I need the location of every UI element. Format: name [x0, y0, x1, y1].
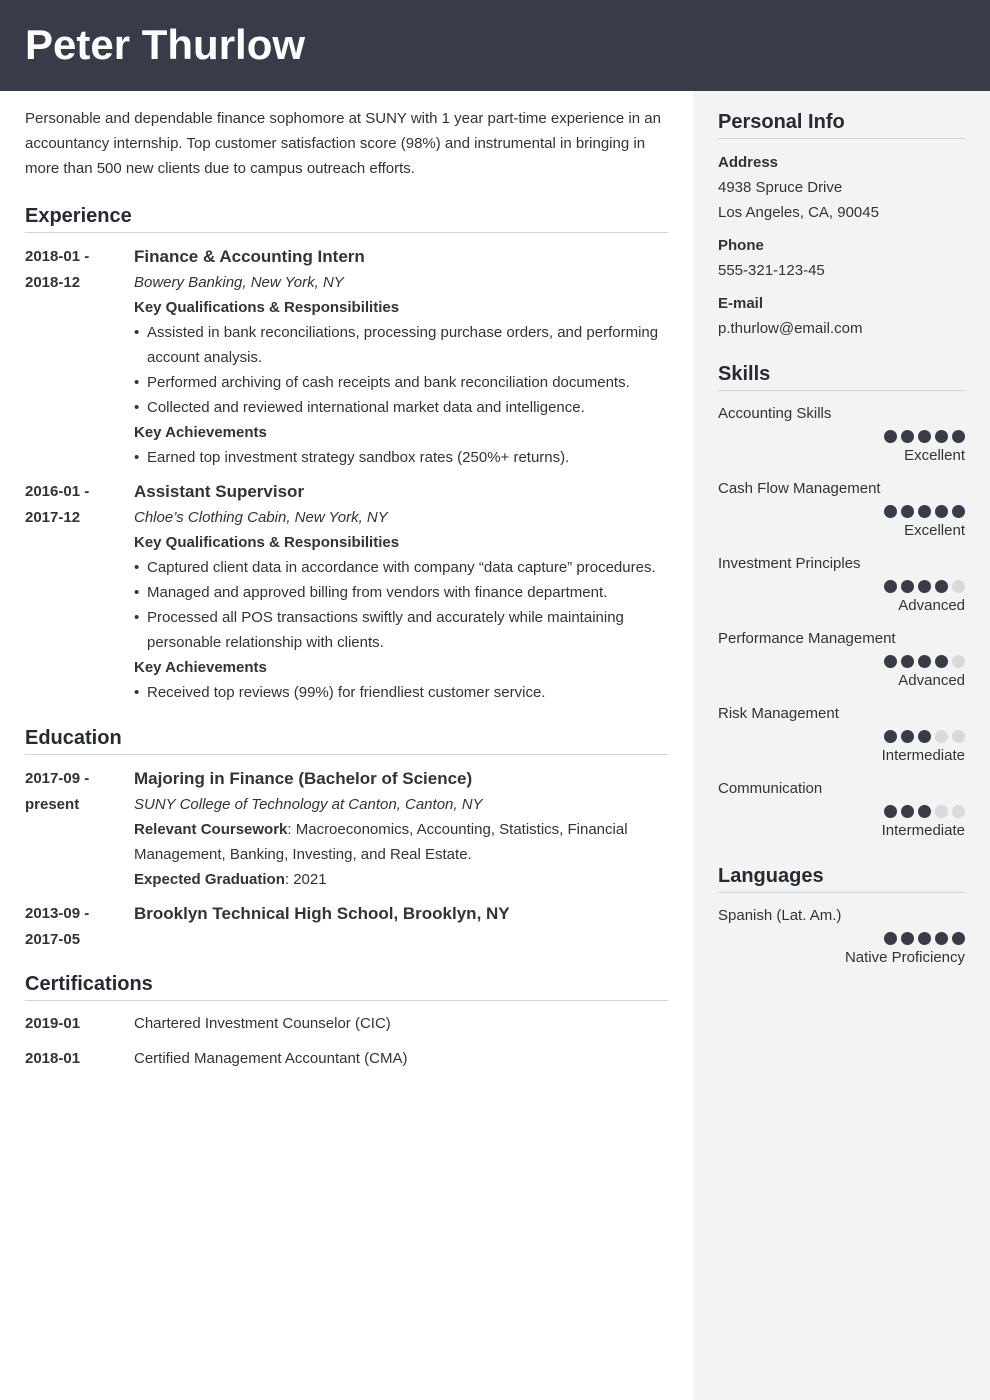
rating-dots: [718, 505, 965, 518]
address-line1: 4938 Spruce Drive: [718, 179, 843, 196]
filled-dot-icon: [935, 580, 948, 593]
address-label: Address: [718, 154, 779, 171]
qualifications-heading: Key Qualifications & Responsibilities: [134, 534, 400, 551]
skills-list: [718, 402, 965, 843]
empty-dot-icon: [952, 655, 965, 668]
rated-item: [718, 552, 965, 618]
entry-date: [25, 479, 134, 705]
filled-dot-icon: [901, 655, 914, 668]
entry-date: [25, 901, 134, 953]
filled-dot-icon: [884, 505, 897, 518]
phone-value: 555-321-123-45: [718, 262, 825, 279]
date-start: 2017-09 -: [25, 770, 90, 787]
rating-dots: [718, 655, 965, 668]
cert-name: Chartered Investment Counselor (CIC): [134, 1015, 391, 1032]
empty-dot-icon: [952, 805, 965, 818]
empty-dot-icon: [952, 730, 965, 743]
filled-dot-icon: [935, 655, 948, 668]
rating-dots: [718, 430, 965, 443]
achievements-heading: Key Achievements: [134, 424, 267, 441]
section-title-languages: Languages: [718, 863, 965, 893]
graduation-value: : 2021: [284, 871, 327, 888]
section-title-experience: Experience: [25, 203, 668, 233]
candidate-name: Peter Thurlow: [25, 21, 306, 68]
achievements-list: [134, 445, 668, 470]
filled-dot-icon: [884, 655, 897, 668]
filled-dot-icon: [918, 730, 931, 743]
rated-item: [718, 627, 965, 693]
filled-dot-icon: [901, 580, 914, 593]
filled-dot-icon: [884, 730, 897, 743]
coursework-label: Relevant Coursework: [134, 821, 288, 838]
filled-dot-icon: [918, 505, 931, 518]
item-name: Risk Management: [718, 705, 839, 722]
filled-dot-icon: [952, 932, 965, 945]
filled-dot-icon: [884, 580, 897, 593]
company: Bowery Banking, New York, NY: [134, 274, 344, 291]
school-title: Brooklyn Technical High School, Brooklyn, NY: [134, 904, 510, 923]
empty-dot-icon: [935, 805, 948, 818]
rated-item: [718, 477, 965, 543]
rating-dots: [718, 730, 965, 743]
sidebar-content: [718, 109, 965, 970]
filled-dot-icon: [918, 655, 931, 668]
item-level: Advanced: [898, 597, 965, 614]
section-title-personal-info: Personal Info: [718, 109, 965, 139]
list-item: • Processed all POS transactions swiftly and accurately while maintaining personable relationship with clients.: [134, 605, 668, 655]
sidebar: [693, 91, 990, 1400]
address-line2: Los Angeles, CA, 90045: [718, 204, 879, 221]
item-level: Excellent: [904, 447, 965, 464]
filled-dot-icon: [935, 505, 948, 518]
date-start: 2016-01 -: [25, 483, 90, 500]
certifications-section: [25, 971, 668, 1071]
rating-dots: [718, 932, 965, 945]
list-item: • Managed and approved billing from vendors with finance department.: [134, 580, 668, 605]
item-level: Intermediate: [881, 822, 965, 839]
email-label: E-mail: [718, 295, 764, 312]
entry-body: [134, 244, 668, 470]
filled-dot-icon: [935, 430, 948, 443]
empty-dot-icon: [935, 730, 948, 743]
rated-item: [718, 777, 965, 843]
date-start: 2018-01 -: [25, 248, 90, 265]
date-end: 2018-12: [25, 274, 81, 291]
coursework: [134, 817, 668, 867]
experience-section: [25, 203, 668, 705]
filled-dot-icon: [918, 580, 931, 593]
graduation: [134, 867, 668, 892]
experience-entry: [25, 479, 668, 705]
school: SUNY College of Technology at Canton, Canton, NY: [134, 796, 483, 813]
phone-label: Phone: [718, 237, 764, 254]
filled-dot-icon: [918, 430, 931, 443]
date-end: 2017-12: [25, 509, 81, 526]
item-level: Intermediate: [881, 747, 965, 764]
list-item: • Performed archiving of cash receipts and bank reconciliation documents.: [134, 370, 668, 395]
filled-dot-icon: [884, 430, 897, 443]
section-title-skills: Skills: [718, 361, 965, 391]
filled-dot-icon: [935, 932, 948, 945]
filled-dot-icon: [901, 805, 914, 818]
filled-dot-icon: [884, 932, 897, 945]
rating-dots: [718, 580, 965, 593]
date-start: 2013-09 -: [25, 905, 90, 922]
entry-body: [134, 766, 668, 892]
item-name: Investment Principles: [718, 555, 861, 572]
item-name: Accounting Skills: [718, 405, 832, 422]
list-item: • Received top reviews (99%) for friendliest customer service.: [134, 680, 668, 705]
languages-list: [718, 904, 965, 970]
cert-date: 2019-01: [25, 1015, 81, 1032]
qualifications-list: [134, 320, 668, 420]
qualifications-list: [134, 555, 668, 655]
filled-dot-icon: [884, 805, 897, 818]
certification-row: [25, 1011, 668, 1036]
item-name: Cash Flow Management: [718, 480, 881, 497]
section-title-education: Education: [25, 725, 668, 755]
job-title: Assistant Supervisor: [134, 482, 305, 501]
achievements-heading: Key Achievements: [134, 659, 267, 676]
summary: Personable and dependable finance sophomore at SUNY with 1 year part-time experience in an accountancy internship. Top customer satisfaction score (98%) and instrumental in bringing in more than 500 new clients due to campus outreach efforts.: [25, 110, 661, 177]
education-entry: [25, 901, 668, 953]
rated-item: [718, 702, 965, 768]
list-item: • Collected and reviewed international market data and intelligence.: [134, 395, 668, 420]
item-name: Spanish (Lat. Am.): [718, 907, 842, 924]
filled-dot-icon: [901, 430, 914, 443]
filled-dot-icon: [952, 505, 965, 518]
email-value: p.thurlow@email.com: [718, 320, 863, 337]
cert-name: Certified Management Accountant (CMA): [134, 1050, 408, 1067]
date-end: present: [25, 796, 80, 813]
achievements-list: [134, 680, 668, 705]
filled-dot-icon: [918, 932, 931, 945]
empty-dot-icon: [952, 580, 965, 593]
list-item: • Assisted in bank reconciliations, processing purchase orders, and performing account analysis.: [134, 320, 668, 370]
qualifications-heading: Key Qualifications & Responsibilities: [134, 299, 400, 316]
date-end: 2017-05: [25, 931, 81, 948]
list-item: • Earned top investment strategy sandbox rates (250%+ returns).: [134, 445, 668, 470]
item-level: Native Proficiency: [844, 949, 965, 966]
rated-item: [718, 402, 965, 468]
item-level: Advanced: [898, 672, 965, 689]
main-column: [25, 106, 668, 1071]
degree-title: Majoring in Finance (Bachelor of Science): [134, 769, 473, 788]
filled-dot-icon: [901, 730, 914, 743]
filled-dot-icon: [901, 505, 914, 518]
entry-body: [134, 479, 668, 705]
rated-item: [718, 904, 965, 970]
coursework-value: : Macroeconomics, Accounting, Statistics, Financial Management, Banking, Investing, and Real Estate.: [134, 821, 628, 863]
education-section: [25, 725, 668, 953]
filled-dot-icon: [918, 805, 931, 818]
graduation-label: Expected Graduation: [134, 871, 285, 888]
education-entry: [25, 766, 668, 892]
certification-row: [25, 1046, 668, 1071]
cert-date: 2018-01: [25, 1050, 81, 1067]
rating-dots: [718, 805, 965, 818]
company: Chloe’s Clothing Cabin, New York, NY: [134, 509, 388, 526]
entry-date: [25, 766, 134, 892]
list-item: • Captured client data in accordance with company “data capture” procedures.: [134, 555, 668, 580]
job-title: Finance & Accounting Intern: [134, 247, 365, 266]
resume-header: [0, 0, 990, 91]
item-name: Performance Management: [718, 630, 896, 647]
entry-date: [25, 244, 134, 470]
section-title-certifications: Certifications: [25, 971, 668, 1001]
experience-entry: [25, 244, 668, 470]
entry-body: [134, 901, 668, 953]
filled-dot-icon: [952, 430, 965, 443]
item-name: Communication: [718, 780, 823, 797]
item-level: Excellent: [904, 522, 965, 539]
filled-dot-icon: [901, 932, 914, 945]
